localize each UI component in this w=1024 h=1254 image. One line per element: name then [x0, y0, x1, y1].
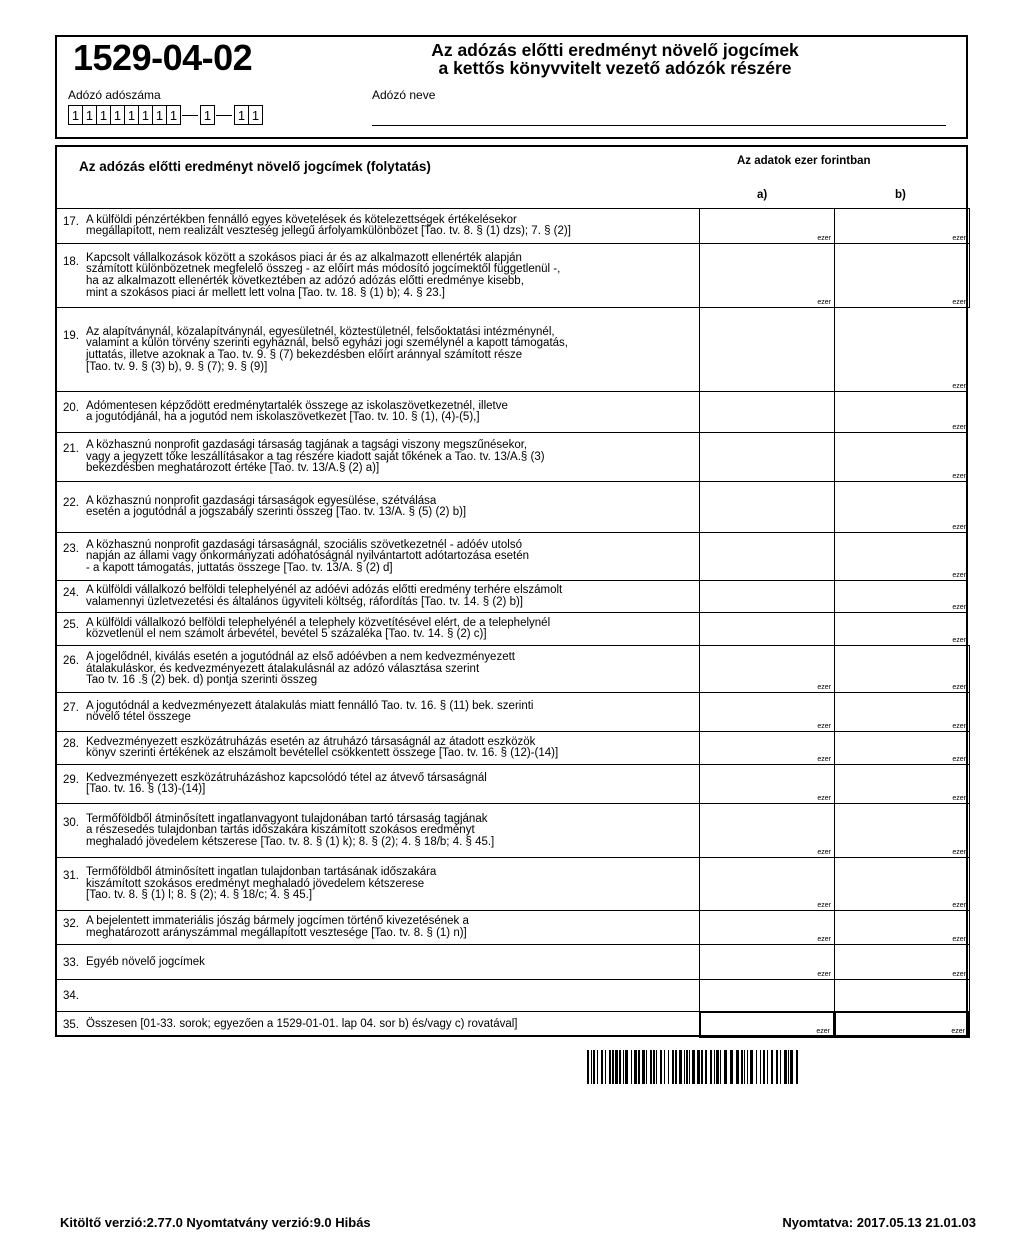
unit-suffix: ezer: [817, 849, 831, 856]
barcode-bar: [798, 1050, 801, 1084]
amount-input-b[interactable]: [834, 910, 970, 945]
amount-input-b[interactable]: [834, 481, 970, 533]
table-row: [57, 979, 966, 1011]
row-description: A jogutódnál a kedvezményezett átalakulás miatt fennálló Tao. tv. 16. § (11) bek. szerinti növelő tétel összege: [86, 699, 534, 724]
table-row: [57, 944, 966, 979]
taxid-separator: [216, 115, 232, 116]
table-row: [57, 432, 966, 481]
amount-input-a[interactable]: [699, 612, 835, 646]
unit-suffix: ezer: [952, 936, 966, 943]
amount-input-a[interactable]: [699, 243, 835, 308]
amount-input-a[interactable]: [699, 803, 835, 858]
table-row: [57, 692, 966, 731]
amount-input-a[interactable]: [699, 208, 835, 244]
amount-input-b[interactable]: [834, 857, 970, 911]
taxid-separator: [182, 115, 198, 116]
table-row: [57, 764, 966, 803]
table-row: [57, 857, 966, 910]
unit-suffix: ezer: [952, 299, 966, 306]
amount-input-a[interactable]: [699, 979, 835, 1012]
unit-suffix: ezer: [817, 723, 831, 730]
amount-input-a[interactable]: [699, 580, 835, 613]
column-b-header: b): [895, 189, 906, 201]
taxid-digit[interactable]: 1: [110, 105, 125, 125]
amount-input-a[interactable]: [699, 645, 835, 693]
unit-suffix: ezer: [952, 424, 966, 431]
row-description: A közhasznú nonprofit gazdasági társaságok egyesülése, szétválása esetén a jogutódnál a jogszabály szerinti összeg [Tao. tv. 13/A. § (5) (2) b)]: [86, 494, 467, 519]
row-description: Adómentesen képződött eredménytartalék összege az iskolaszövetkezetnél, illetve a jogutódjánál, ha a jogutód nem iskolaszövetkezet [Tao. tv. 10. § (1), (4)-(5),]: [86, 399, 508, 424]
unit-suffix: ezer: [817, 684, 831, 691]
row-description: A bejelentett immateriális jószág bármely jogcímen történő kivezetésének a meghatározott arányszámmal megállapított vesztesége [Tao. tv. 8. § (1) n)]: [86, 915, 469, 939]
form-header: [55, 35, 968, 139]
unit-suffix: ezer: [952, 684, 966, 691]
amount-input-b[interactable]: [834, 391, 970, 433]
form-title-line2: a kettős könyvvitelt vezető adózók részére: [438, 58, 792, 78]
taxid-digit[interactable]: 1: [82, 105, 97, 125]
row-number: 20.: [63, 402, 79, 415]
unit-suffix: ezer: [952, 902, 966, 909]
footer-print-date: Nyomtatva: 2017.05.13 21.01.03: [782, 1215, 976, 1230]
taxid-digit[interactable]: 1: [96, 105, 111, 125]
row-description: Kapcsolt vállalkozások között a szokásos piaci ár és az alkalmazott ellenérték alapján számított különbözetnek megfelelő összeg - az előírt más módosító jogcímektől függetlenül -, ha az alkalmazott ellenérték következtében az adózó adózás előtti eredménye kisebb, mint a szokásos piaci ár mellett lett volna [Tao. tv. 18. § (1) b); 4. § 23.]: [86, 251, 561, 299]
amount-input-b[interactable]: [834, 645, 970, 693]
row-description: Az alapítványnál, közalapítványnál, egyesületnél, köztestületnél, felsőoktatási intézménynél, valamint a külön törvény szerinti egyháznál, belső egyházi jogi személynél a kapott támogatás, juttatás, illetve azoknak a Tao. tv. 9. § (7) bekezdésben előírt aránnyal számított része [Tao. tv. 9. § (3) b), 9. § (7); 9. § (9)]: [86, 325, 568, 373]
taxid-digit[interactable]: 1: [124, 105, 139, 125]
amount-input-a[interactable]: [699, 910, 835, 945]
amount-input-b[interactable]: [834, 979, 970, 1012]
amount-input-b[interactable]: [834, 764, 970, 804]
barcode-image: [587, 1050, 892, 1084]
taxid-digit[interactable]: 1: [68, 105, 83, 125]
table-row: [57, 612, 966, 645]
unit-suffix: ezer: [817, 936, 831, 943]
row-number: 28.: [63, 738, 79, 751]
form-title-line1: Az adózás előtti eredményt növelő jogcímek: [431, 40, 799, 60]
row-description: A közhasznú nonprofit gazdasági társaságnál, szociális szövetkezetnél - adóév utolsó napján az állami vagy önkormányzati adóhatóságnál nyilvántartott adótartozása esetén - a kapott támogatás, juttatás összege [Tao. tv. 13/A. § (2) d]: [86, 538, 530, 574]
amount-input-a[interactable]: [699, 944, 835, 980]
unit-suffix: ezer: [952, 637, 966, 644]
row-number: 35.: [63, 1019, 79, 1032]
amount-input-a[interactable]: [699, 391, 835, 433]
taxid-digit[interactable]: 1: [200, 105, 215, 125]
amount-input-a[interactable]: [699, 692, 835, 732]
amount-input-b[interactable]: [834, 307, 970, 392]
row-number: 29.: [63, 774, 79, 787]
unit-suffix: ezer: [817, 902, 831, 909]
table-row: [57, 645, 966, 692]
amount-input-b[interactable]: [834, 731, 970, 765]
footer-version: Kitöltő verzió:2.77.0 Nyomtatvány verzió:9.0 Hibás: [60, 1215, 371, 1230]
table-row: [57, 803, 966, 857]
row-description: Kedvezményezett eszközátruházás esetén az átruházó társaságnál az átadott eszközök könyv szerinti értékének az elszámolt bevétellel csökkentett összege [Tao. tv. 16. § (12)-(14)]: [86, 735, 559, 760]
table-row: [57, 532, 966, 580]
row-description: Kedvezményezett eszközátruházáshoz kapcsolódó tétel az átvevő társaságnál [Tao. tv. 16. § (13)-(14)]: [86, 771, 487, 796]
row-description: A jogelődnél, kiválás esetén a jogutódnál az első adóévben a nem kedvezményezett átalakuláskor, és kedvezményezett átalakulásnál az adózó választása szerint Tao tv. 16 .§ (2) bek. d) pontja szerinti összeg: [86, 651, 515, 687]
unit-suffix: ezer: [951, 1028, 965, 1035]
row-number: 21.: [63, 443, 79, 456]
table-row: [57, 208, 966, 243]
unit-suffix: ezer: [952, 723, 966, 730]
amount-input-a[interactable]: [699, 731, 835, 765]
taxid-digit[interactable]: 1: [234, 105, 249, 125]
amount-input-b[interactable]: [834, 612, 970, 646]
row-description: Termőföldből átminősített ingatlanvagyont tulajdonában tartó társaság tagjának a részesedés tulajdonban tartás időszakára kiszámított szokásos eredményt meghaladó jövedelem kétszerese [Tao. tv. 8. § (1) k); 8. § (2); 4. § 18/b; 4. § 45.]: [86, 812, 495, 848]
amount-input-b[interactable]: [834, 944, 970, 980]
row-number: 18.: [63, 255, 79, 268]
taxid-digit[interactable]: 1: [138, 105, 153, 125]
amount-input-b[interactable]: [834, 580, 970, 613]
form-title: [375, 41, 855, 77]
row-number: 23.: [63, 542, 79, 555]
unit-suffix: ezer: [817, 795, 831, 802]
row-number: 25.: [63, 619, 79, 632]
row-number: 27.: [63, 702, 79, 715]
unit-suffix: ezer: [952, 572, 966, 579]
taxid-digit[interactable]: 1: [166, 105, 181, 125]
row-number: 33.: [63, 956, 79, 969]
taxid-digit[interactable]: 1: [152, 105, 167, 125]
unit-label: Az adatok ezer forintban: [737, 155, 871, 167]
amount-input-b[interactable]: [834, 803, 970, 858]
table-row: [57, 481, 966, 532]
row-description: Termőföldből átminősített ingatlan tulajdonban tartásának időszakára kiszámított szokásos eredményt meghaladó jövedelem kétszerese [Tao. tv. 8. § (1) l; 8. § (2); 4. § 18/c; 4. § 45.]: [86, 866, 437, 902]
unit-suffix: ezer: [817, 235, 831, 242]
unit-suffix: ezer: [952, 756, 966, 763]
unit-suffix: ezer: [816, 1028, 830, 1035]
amount-input-b[interactable]: [834, 692, 970, 732]
unit-suffix: ezer: [952, 235, 966, 242]
column-a-header: a): [757, 189, 768, 201]
unit-suffix: ezer: [952, 383, 966, 390]
amount-input-b[interactable]: [834, 243, 970, 308]
amount-input-a[interactable]: [699, 481, 835, 533]
unit-suffix: ezer: [952, 795, 966, 802]
row-description: Összesen [01-33. sorok; egyezően a 1529-01-01. lap 04. sor b) és/vagy c) rovatával]: [86, 1018, 518, 1031]
taxid-digit[interactable]: 1: [248, 105, 263, 125]
amount-input-a[interactable]: [699, 1011, 835, 1038]
amount-input-b[interactable]: [834, 432, 970, 482]
unit-suffix: ezer: [817, 971, 831, 978]
row-description: A külföldi vállalkozó belföldi telephelyénél az adóévi adózás előtti eredmény terhére elszámolt valamennyi üzletvezetési és általános ügyviteli költség, ráfordítás [Tao. tv. 14. § (2) b)]: [86, 584, 563, 608]
unit-suffix: ezer: [817, 299, 831, 306]
amount-input-a[interactable]: [699, 307, 835, 392]
taxpayer-name-label: Adózó neve: [372, 88, 436, 102]
table-row: [57, 731, 966, 764]
main-table: [55, 145, 968, 1037]
taxpayer-name-field[interactable]: [372, 125, 946, 126]
row-number: 30.: [63, 816, 79, 829]
unit-suffix: ezer: [952, 971, 966, 978]
row-number: 26.: [63, 655, 79, 668]
table-row: [57, 391, 966, 432]
amount-input-b[interactable]: [834, 208, 970, 244]
section-title: Az adózás előtti eredményt növelő jogcímek (folytatás): [79, 159, 431, 174]
row-description: A külföldi pénzértékben fennálló egyes követelések és kötelezettségek értékelésekor megállapított, nem realizált veszteség jellegű árfolyamkülönbözet [Tao. tv. 8. § (1) dzs); 7. § (2)]: [86, 213, 571, 238]
unit-suffix: ezer: [817, 756, 831, 763]
unit-suffix: ezer: [952, 849, 966, 856]
row-number: 24.: [63, 586, 79, 599]
amount-input-a[interactable]: [699, 432, 835, 482]
row-description: A közhasznú nonprofit gazdasági társaság tagjának a tagsági viszony megszűnésekor, vagy a jegyzett tőke leszállításakor a tag részére kiadott saját tőkének a Tao. tv. 13/A.§ (3) bekezdésben meghatározott értéke [Tao. tv. 13/A.§ (2) a)]: [86, 439, 545, 475]
amount-input-b[interactable]: [834, 532, 970, 581]
table-row: [57, 1011, 966, 1037]
amount-input-a[interactable]: [699, 532, 835, 581]
row-number: 31.: [63, 870, 79, 883]
table-row: [57, 243, 966, 307]
table-row: [57, 307, 966, 391]
amount-input-b[interactable]: [834, 1011, 970, 1038]
taxid-label: Adózó adószáma: [68, 88, 161, 102]
table-row: [57, 580, 966, 612]
unit-suffix: ezer: [952, 473, 966, 480]
row-number: 34.: [63, 990, 79, 1003]
row-number: 17.: [63, 216, 79, 229]
row-number: 19.: [63, 329, 79, 342]
row-number: 22.: [63, 497, 79, 510]
row-description: Egyéb növelő jogcímek: [86, 955, 205, 968]
table-row: [57, 910, 966, 944]
amount-input-a[interactable]: [699, 857, 835, 911]
row-number: 32.: [63, 917, 79, 930]
taxid-field[interactable]: [68, 105, 262, 125]
unit-suffix: ezer: [952, 524, 966, 531]
amount-input-a[interactable]: [699, 764, 835, 804]
form-code: 1529-04-02: [73, 37, 253, 78]
unit-suffix: ezer: [952, 604, 966, 611]
row-description: A külföldi vállalkozó belföldi telephelyénél a telephely közvetítésével elért, de a telephelynél közvetlenül el nem számolt árbevétel, bevétel 5 százaléka [Tao. tv. 14. § (2) c)]: [86, 616, 551, 641]
